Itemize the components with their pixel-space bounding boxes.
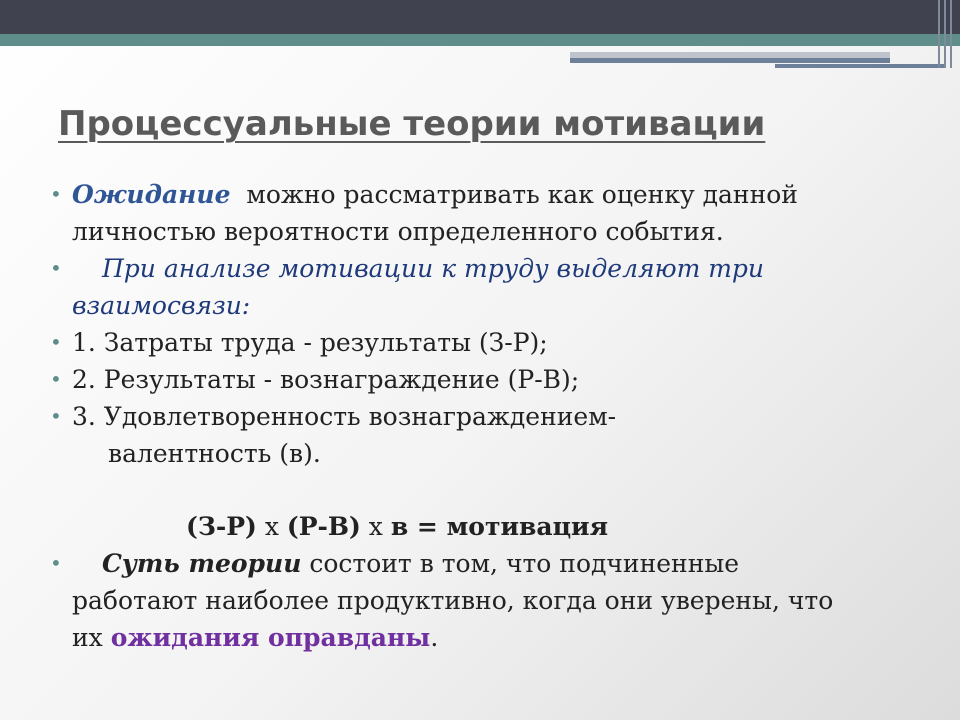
bullet-dot: • [50, 367, 62, 391]
formula-part: (З-Р) [186, 512, 257, 541]
bullet-text: взаимосвязи: [72, 291, 251, 320]
bullet-text: 1. Затраты труда - результаты (З-Р); [72, 328, 548, 357]
bullet-text: личностью вероятности определенного события. [72, 217, 724, 246]
bullet-dot: • [50, 256, 62, 280]
bullet-item [50, 324, 930, 361]
bullet-continuation [50, 213, 930, 250]
bullet-item [50, 545, 930, 582]
bullet-text: 2. Результаты - вознаграждение (Р-В); [72, 365, 580, 394]
bullet-item [50, 361, 930, 398]
header-dark-bar [0, 0, 960, 34]
bullet-dot: • [50, 404, 62, 428]
term-expectation: Ожидание [72, 180, 231, 209]
formula-part: (Р-В) [286, 512, 361, 541]
spacer [50, 472, 930, 508]
emphasis-expectations: ожидания оправданы [110, 623, 431, 652]
bullet-continuation [50, 435, 930, 472]
bullet-text: При анализе мотивации к труду выделяют три [102, 254, 765, 283]
term-theory-essence: Суть теории [102, 549, 302, 578]
formula-part: в = мотивация [390, 512, 609, 541]
header-accent-bar [570, 58, 890, 63]
bullet-text: . [430, 623, 439, 652]
bullet-dot: • [50, 551, 62, 575]
bullet-list [50, 176, 930, 656]
bullet-text: можно рассматривать как оценку данной [230, 180, 798, 209]
bullet-dot: • [50, 330, 62, 354]
bullet-dot: • [50, 182, 62, 206]
bullet-continuation [50, 619, 930, 656]
bullet-item [50, 250, 930, 287]
header-edge-lines [938, 0, 952, 68]
bullet-text: валентность (в). [108, 439, 321, 468]
bullet-continuation [50, 582, 930, 619]
bullet-continuation [50, 287, 930, 324]
bullet-item [50, 176, 930, 213]
bullet-text: 3. Удовлетворенность вознаграждением- [72, 402, 617, 431]
bullet-text: их [72, 623, 111, 652]
header-accent-bar [775, 64, 945, 68]
formula [50, 508, 930, 545]
bullet-text: работают наиболее продуктивно, когда они уверены, что [72, 586, 834, 615]
header-teal-bar [0, 34, 960, 46]
bullet-item [50, 398, 930, 435]
formula-operator: х [360, 512, 391, 541]
formula-operator: х [256, 512, 287, 541]
bullet-text: состоит в том, что подчиненные [301, 549, 740, 578]
slide-title: Процессуальные теории мотивации [58, 104, 766, 144]
